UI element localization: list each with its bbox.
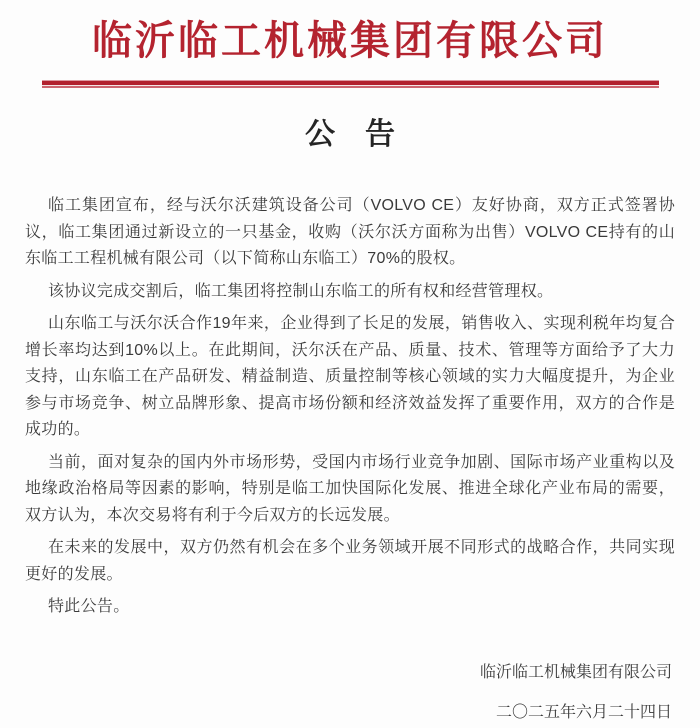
notice-title: 公 告: [305, 118, 395, 151]
signature-date: 二〇二五年六月二十四日: [495, 703, 672, 721]
paragraph-future-cooperation: 在未来的发展中，双方仍然有机会在多个业务领域开展不同形式的战略合作，共同实现更好的发展。: [25, 539, 675, 583]
signature-block: [0, 665, 672, 721]
masthead-rule: [42, 80, 659, 88]
paragraph-cooperation-history: 山东临工与沃尔沃合作19年来，企业得到了长足的发展，销售收入、实现利税年均复合增长率均达到10%以上。在此期间，沃尔沃在产品、质量、技术、管理等方面给予了大力支持，山东临工在产品研发、精益制造、质量控制等核心领域的实力大幅度提升，为企业参与市场竞争、树立品牌形象、提高市场份额和经济效益发挥了重要作用，双方的合作是成功的。: [25, 315, 675, 438]
signature-company: 临沂临工机械集团有限公司: [479, 663, 672, 681]
paragraph-closing: 特此公告。: [48, 598, 130, 615]
paragraph-market-context: 当前，面对复杂的国内外市场形势，受国内市场行业竞争加剧、国际市场产业重构以及地缘政治格局等因素的影响，特别是临工加快国际化发展、推进全球化产业布局的需要，双方认为，本次交易将有利于今后双方的长远发展。: [25, 453, 675, 524]
company-masthead: 临沂临工机械集团有限公司: [92, 18, 608, 63]
paragraph-agreement: 临工集团宣布，经与沃尔沃建筑设备公司（VOLVO CE）友好协商，双方正式签署协议，临工集团通过新设立的一只基金，收购（沃尔沃方面称为出售）VOLVO CE持有的山东临工工程机械有限公司（以下简称山东临工）70%的股权。: [25, 197, 675, 267]
paragraph-control: 该协议完成交割后，临工集团将控制山东临工的所有权和经营管理权。: [48, 282, 554, 300]
notice-body: [25, 193, 675, 621]
